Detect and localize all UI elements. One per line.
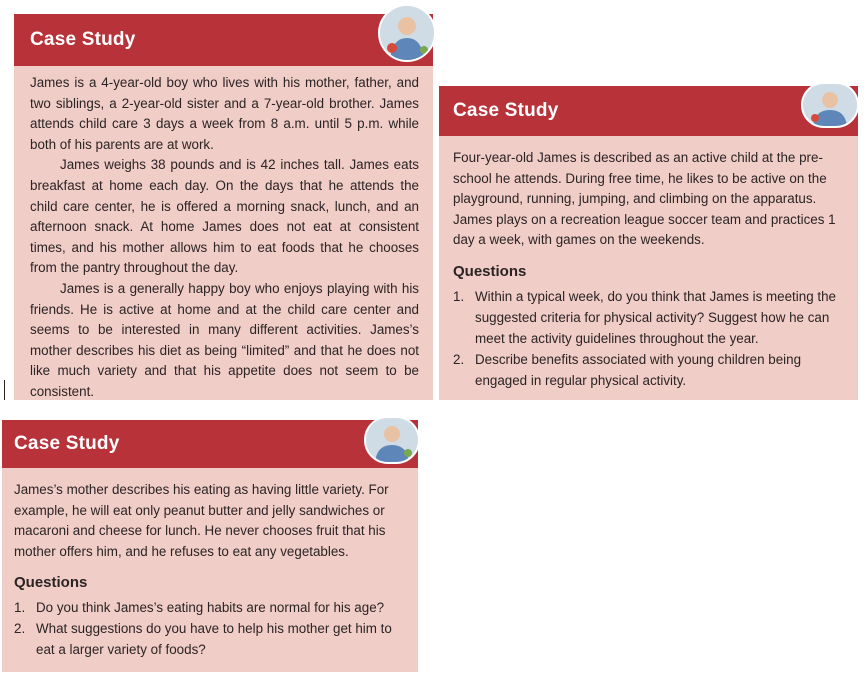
questions-heading: Questions [453, 262, 527, 280]
paragraph-activity: James is a generally happy boy who enjoys playing with his friends. He is active at home and at the child care center and seems to be interested in many different activities. James’s mother describes his diet as being “limited” and that he does not like much variety and that his appetite does not seem to be consistent. [30, 280, 419, 399]
avatar-photo [801, 82, 859, 128]
questions-list [14, 597, 404, 660]
case-study-card-3 [2, 420, 418, 672]
case-study-header [2, 420, 418, 468]
question-item: 1. Within a typical week, do you think that James is meeting the suggested criteria for physical activity? Suggest how he can meet the activity guidelines throughout the year. [453, 288, 836, 346]
questions-heading: Questions [14, 574, 88, 592]
paragraph-family: James is a 4-year-old boy who lives with his mother, father, and two siblings, a 2-year-old sister and a 7-year-old brother. James attends child care 3 days a week from 8 a.m. until 5 p.m. while both of his parents are at work. [30, 75, 419, 152]
case-study-header [439, 86, 858, 136]
question-item: 2. What suggestions do you have to help his mother get him to eat a larger variety of foods? [14, 621, 392, 658]
paragraph-diet: James weighs 38 pounds and is 42 inches tall. James eats breakfast at home each day. On the days that he attends the child care center, he is offered a morning snack, lunch, and an afternoon snack. At home James does not eat at consistent times, and his mother allows him to eat foods that he chooses from the pantry throughout the day. [30, 157, 419, 276]
text-cursor [4, 380, 5, 400]
case-study-card-1 [14, 14, 433, 400]
case-study-header [14, 14, 433, 66]
case-study-title: Case Study [14, 433, 120, 454]
question-item: 1. Do you think James’s eating habits are normal for his age? [14, 600, 385, 616]
case-study-paragraph: Four-year-old James is described as an active child at the pre-school he attends. During free time, he likes to be active on the playground, running, jumping, and climbing on the apparatus. James plays on a recreation league soccer team and practices 1 day a week, with games on the weekends. [453, 150, 836, 248]
questions-list [453, 286, 844, 391]
case-study-title: Case Study [453, 100, 559, 121]
avatar-photo [378, 4, 436, 62]
case-study-paragraph: James’s mother describes his eating as having little variety. For example, he will eat only peanut butter and jelly sandwiches or macaroni and cheese for lunch. He never chooses fruit that his mother offers him, and he refuses to eat any vegetables. [14, 482, 389, 559]
case-study-title: Case Study [30, 29, 136, 50]
avatar-photo [364, 416, 420, 464]
question-item: 2. Describe benefits associated with young children being engaged in regular physical activity. [453, 351, 802, 388]
case-study-card-2 [439, 86, 858, 400]
